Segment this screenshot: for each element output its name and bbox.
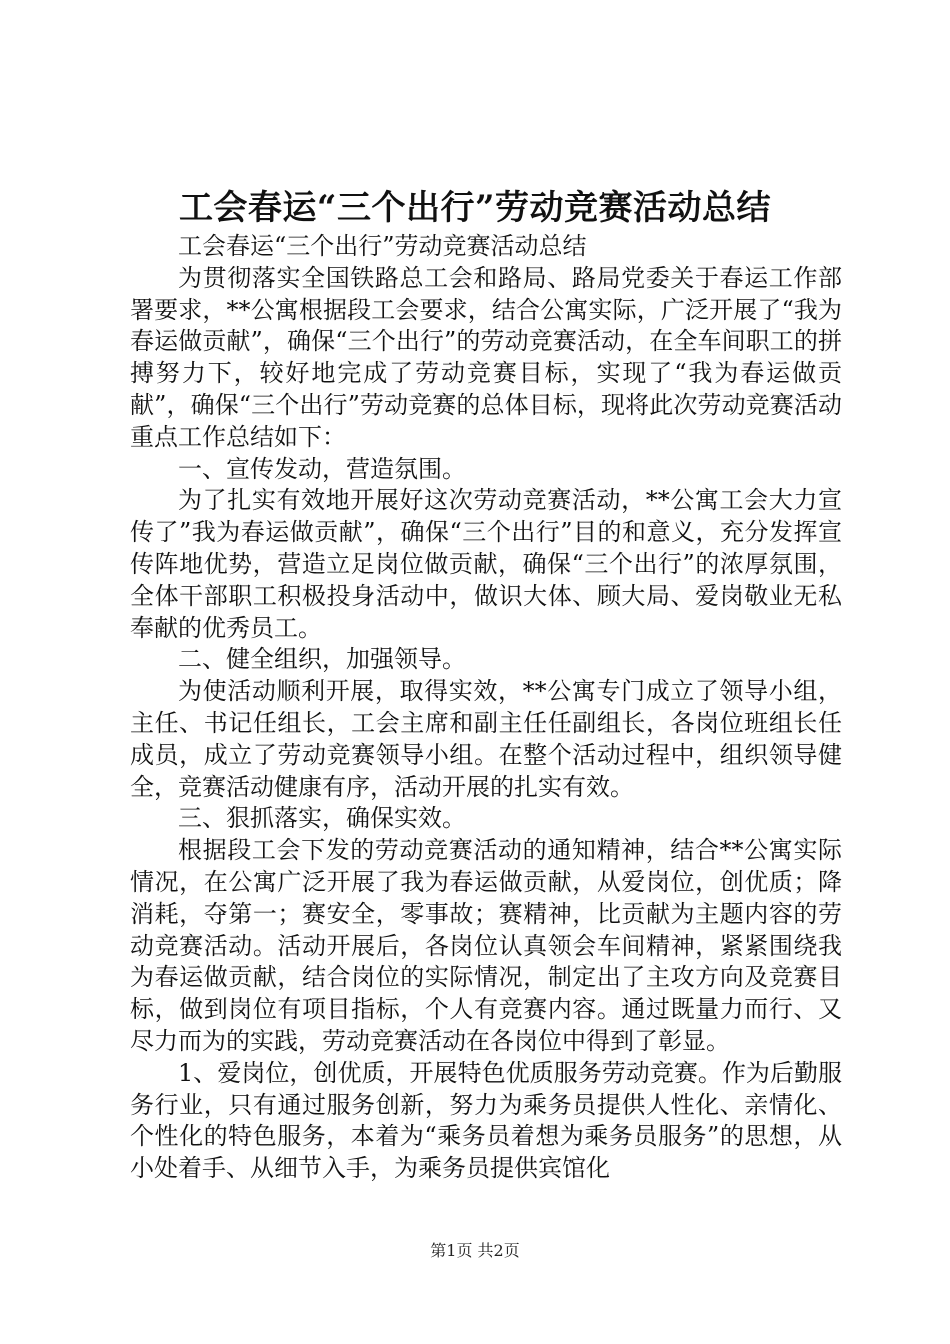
paragraph-section-1: 为了扎实有效地开展好这次劳动竞赛活动，**公寓工会大力宣传了”我为春运做贡献”，确保“三个出行”目的和意义，充分发挥宣传阵地优势，营造立足岗位做贡献，确保“三个出行”的浓厚氛围，全体干部职工积极投身活动中，做识大体、顾大局、爱岗敬业无私奉献的优秀员工。 xyxy=(130,486,842,642)
paragraph-item-1: 1、爱岗位，创优质，开展特色优质服务劳动竞赛。作为后勤服务行业，只有通过服务创新，努力为乘务员提供人性化、亲情化、个性化的特色服务，本着为“乘务员着想为乘务员服务”的思想，从小处着手、从细节入手，为乘务员提供宾馆化 xyxy=(130,1058,842,1183)
section-heading-2: 二、健全组织，加强领导。 xyxy=(178,645,466,674)
paragraph-subtitle: 工会春运“三个出行”劳动竞赛活动总结 xyxy=(178,232,587,260)
paragraph-section-3: 根据段工会下发的劳动竞赛活动的通知精神，结合**公寓实际情况，在公寓广泛开展了我为春运做贡献，从爱岗位，创优质；降消耗，夺第一；赛安全，零事故；赛精神，比贡献为主题内容的劳动竞赛活动。活动开展后，各岗位认真领会车间精神，紧紧围绕我为春运做贡献，结合岗位的实际情况，制定出了主攻方向及竞赛目标，做到岗位有项目指标，个人有竞赛内容。通过既量力而行、又尽力而为的实践，劳动竞赛活动在各岗位中得到了彰显。 xyxy=(130,836,842,1055)
document-title: 工会春运“三个出行”劳动竞赛活动总结 xyxy=(178,188,772,228)
page-number-footer: 第1页 共2页 xyxy=(430,1241,520,1260)
section-heading-3: 三、狠抓落实，确保实效。 xyxy=(178,804,466,833)
paragraph-section-2: 为使活动顺利开展，取得实效，**公寓专门成立了领导小组，主任、书记任组长，工会主席和副主任任副组长，各岗位班组长任成员，成立了劳动竞赛领导小组。在整个活动过程中，组织领导健全，竞赛活动健康有序，活动开展的扎实有效。 xyxy=(130,677,842,801)
paragraph-intro: 为贯彻落实全国铁路总工会和路局、路局党委关于春运工作部署要求，**公寓根据段工会要求，结合公寓实际，广泛开展了“我为春运做贡献”，确保“三个出行”的劳动竞赛活动，在全车间职工的拼搏努力下，较好地完成了劳动竞赛目标，实现了“我为春运做贡献”，确保“三个出行”劳动竞赛的总体目标，现将此次劳动竞赛活动重点工作总结如下： xyxy=(130,263,842,451)
document-body xyxy=(130,231,842,1185)
section-heading-1: 一、宣传发动，营造氛围。 xyxy=(178,454,466,483)
